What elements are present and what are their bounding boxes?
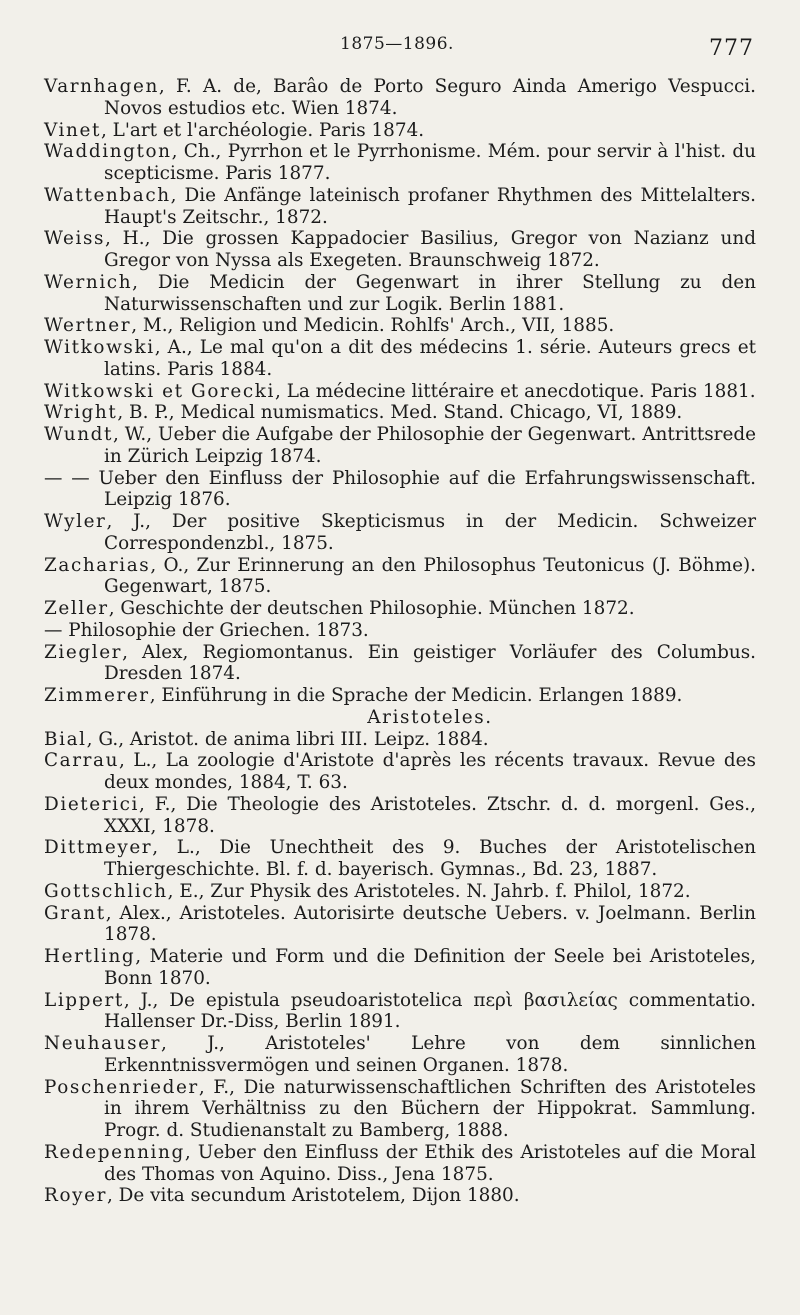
- bibliography-entry: [44, 402, 756, 424]
- entry-author: Dittmeyer: [44, 837, 153, 859]
- bibliography-entry: [44, 315, 756, 337]
- entry-author: Lippert: [44, 989, 124, 1011]
- bibliography-entry: [44, 76, 756, 120]
- entry-text: , E., Zur Physik des Aristoteles. N. Jahrb. f. Philol, 1872.: [167, 880, 691, 902]
- aristoteles-entries: [44, 729, 756, 1208]
- entry-author: Dieterici: [44, 793, 140, 815]
- entry-author: Gottschlich: [44, 880, 168, 902]
- entry-text: — — Ueber den Einfluss der Philosophie auf die Erfahrungswissenschaft. Leipzig 1876.: [44, 467, 756, 511]
- bibliography-entry: [44, 120, 756, 142]
- bibliography-entry: [44, 185, 756, 229]
- entry-text: , Alex, Regiomontanus. Ein geistiger Vorläufer des Columbus. Dresden 1874.: [104, 641, 756, 685]
- entry-author: Wyler: [44, 511, 107, 532]
- entry-text: , Ch., Pyrrhon et le Pyrrhonisme. Mém. pour servir à l'hist. du scepticisme. Paris 1877.: [104, 141, 756, 184]
- entry-author: Wattenbach: [44, 184, 171, 206]
- entry-author: Wernich: [44, 271, 133, 293]
- entry-text: , F. A. de, Barâo de Porto Seguro Ainda Amerigo Vespucci. Novos estudios etc. Wien 1874.: [104, 76, 756, 119]
- bibliography-entry: [44, 729, 756, 751]
- entry-text: , Die Medicin der Gegenwart in ihrer Stellung zu den Naturwissenschaften und zur Logik. Berlin 1881.: [104, 271, 756, 315]
- entry-author: Grant: [44, 902, 106, 924]
- entry-text: , Geschichte der deutschen Philosophie. München 1872.: [108, 598, 635, 619]
- entry-text: , J., De epistula pseudoaristotelica περὶ βασιλείας commentatio. Hallenser Dr.-Diss, Berlin 1891.: [104, 989, 756, 1033]
- page-number: 777: [709, 36, 754, 61]
- bibliography-entry: [44, 141, 756, 185]
- entry-author: Wertner: [44, 315, 132, 337]
- entry-text: , Ueber den Einfluss der Ethik des Aristoteles auf die Moral des Thomas von Aquino. Diss., Jena 1875.: [104, 1141, 756, 1185]
- section-heading: Aristoteles.: [367, 706, 493, 728]
- entry-author: Wright: [44, 402, 118, 424]
- entry-text: , J., Der positive Skepticismus in der Medicin. Schweizer Correspondenzbl., 1875.: [104, 511, 756, 554]
- entry-author: Poschenrieder: [44, 1076, 199, 1098]
- bibliography-entry: [44, 337, 756, 381]
- entry-text: , M., Religion und Medicin. Rohlfs' Arch., VII, 1885.: [131, 315, 615, 337]
- entry-text: , De vita secundum Aristotelem, Dijon 1880.: [106, 1185, 520, 1207]
- entry-author: Carrau: [44, 750, 120, 772]
- bibliography-entry: [44, 228, 756, 272]
- bibliography-entry: [44, 598, 756, 620]
- entry-text: , O., Zur Erinnerung an den Philosophus Teutonicus (J. Böhme). Gegenwart, 1875.: [104, 554, 756, 598]
- entry-text: — Philosophie der Griechen. 1873.: [44, 619, 369, 641]
- running-head: 1875—1896.: [340, 34, 454, 54]
- entry-text: , Alex., Aristoteles. Autorisirte deutsche Uebers. v. Joelmann. Berlin 1878.: [104, 902, 756, 946]
- bibliography-entries: [44, 76, 756, 707]
- entry-author: Witkowski et Gorecki: [44, 380, 276, 402]
- bibliography-entry: [44, 272, 756, 316]
- entry-text: , H., Die grossen Kappadocier Basilius, Gregor von Nazianz und Gregor von Nyssa als Exegeten. Braunschweig 1872.: [104, 228, 756, 271]
- entry-text: , J., Aristoteles' Lehre von dem sinnlichen Erkenntnissvermögen und seinen Organen. 1878.: [104, 1033, 756, 1076]
- bibliography-entry: [44, 1142, 756, 1186]
- bibliography-entry: [44, 794, 756, 838]
- entry-author: Royer: [44, 1185, 107, 1207]
- entry-author: Varnhagen: [44, 76, 159, 97]
- bibliography-entry: [44, 642, 756, 686]
- entry-text: , La médecine littéraire et anecdotique. Paris 1881.: [275, 380, 756, 402]
- bibliography-entry: [44, 1033, 756, 1077]
- entry-text: , L., La zoologie d'Aristote d'après les récents travaux. Revue des deux mondes, 1884, T. 63.: [104, 750, 756, 793]
- entry-text: , L'art et l'archéologie. Paris 1874.: [100, 119, 425, 141]
- entry-author: Bial: [44, 728, 87, 750]
- bibliography-list: [44, 76, 756, 1207]
- entry-text: , G., Aristot. de anima libri III. Leipz. 1884.: [86, 728, 489, 750]
- entry-text: , B. P., Medical numismatics. Med. Stand. Chicago, VI, 1889.: [117, 402, 683, 424]
- entry-text: , F., Die naturwissenschaftlichen Schriften des Aristoteles in ihrem Verhältniss zu den Büchern der Hippokrat. Sammlung. Progr. d. Studienanstalt zu Bamberg, 1888.: [104, 1076, 756, 1141]
- bibliography-entry: [44, 424, 756, 468]
- entry-text: , Materie und Form und die Definition der Seele bei Aristoteles, Bonn 1870.: [104, 946, 756, 989]
- bibliography-entry: [44, 837, 756, 881]
- entry-author: Ziegler: [44, 641, 123, 663]
- entry-author: Zacharias: [44, 554, 151, 576]
- entry-author: Vinet: [44, 119, 101, 141]
- bibliography-entry: [44, 511, 756, 555]
- bibliography-entry: [44, 750, 756, 794]
- bibliography-entry: [44, 990, 756, 1034]
- bibliography-entry: [44, 1185, 756, 1207]
- entry-text: , A., Le mal qu'on a dit des médecins 1. série. Auteurs grecs et latins. Paris 1884.: [104, 337, 756, 380]
- entry-author: Redepenning: [44, 1141, 185, 1163]
- entry-author: Zeller: [44, 598, 109, 619]
- entry-author: Waddington: [44, 141, 172, 163]
- entry-text: , L., Die Unechtheit des 9. Buches der Aristotelischen Thiergeschichte. Bl. f. d. bayerisch. Gymnas., Bd. 23, 1887.: [104, 837, 756, 880]
- bibliography-entry: [44, 468, 756, 512]
- bibliography-entry: [44, 946, 756, 990]
- entry-author: Zimmerer: [44, 685, 150, 706]
- bibliography-entry: [44, 555, 756, 599]
- entry-author: Neuhauser: [44, 1033, 161, 1054]
- entry-text: , Die Anfänge lateinisch profaner Rhythmen des Mittelalters. Haupt's Zeitschr., 1872.: [104, 184, 756, 228]
- entry-text: , F., Die Theologie des Aristoteles. Ztschr. d. d. morgenl. Ges., XXXI, 1878.: [104, 793, 756, 837]
- entry-author: Witkowski: [44, 337, 155, 358]
- bibliography-entry: [44, 685, 756, 707]
- entry-text: , W., Ueber die Aufgabe der Philosophie der Gegenwart. Antrittsrede in Zürich Leipzig 1874.: [104, 424, 756, 467]
- bibliography-entry: [44, 1077, 756, 1142]
- entry-author: Weiss: [44, 228, 106, 250]
- bibliography-entry: [44, 381, 756, 403]
- bibliography-entry: [44, 903, 756, 947]
- bibliography-entry: [44, 881, 756, 903]
- bibliography-entry: [44, 620, 756, 642]
- entry-text: , Einführung in die Sprache der Medicin. Erlangen 1889.: [149, 685, 683, 706]
- entry-author: Hertling: [44, 946, 136, 967]
- page-header: [0, 26, 800, 66]
- entry-author: Wundt: [44, 424, 114, 445]
